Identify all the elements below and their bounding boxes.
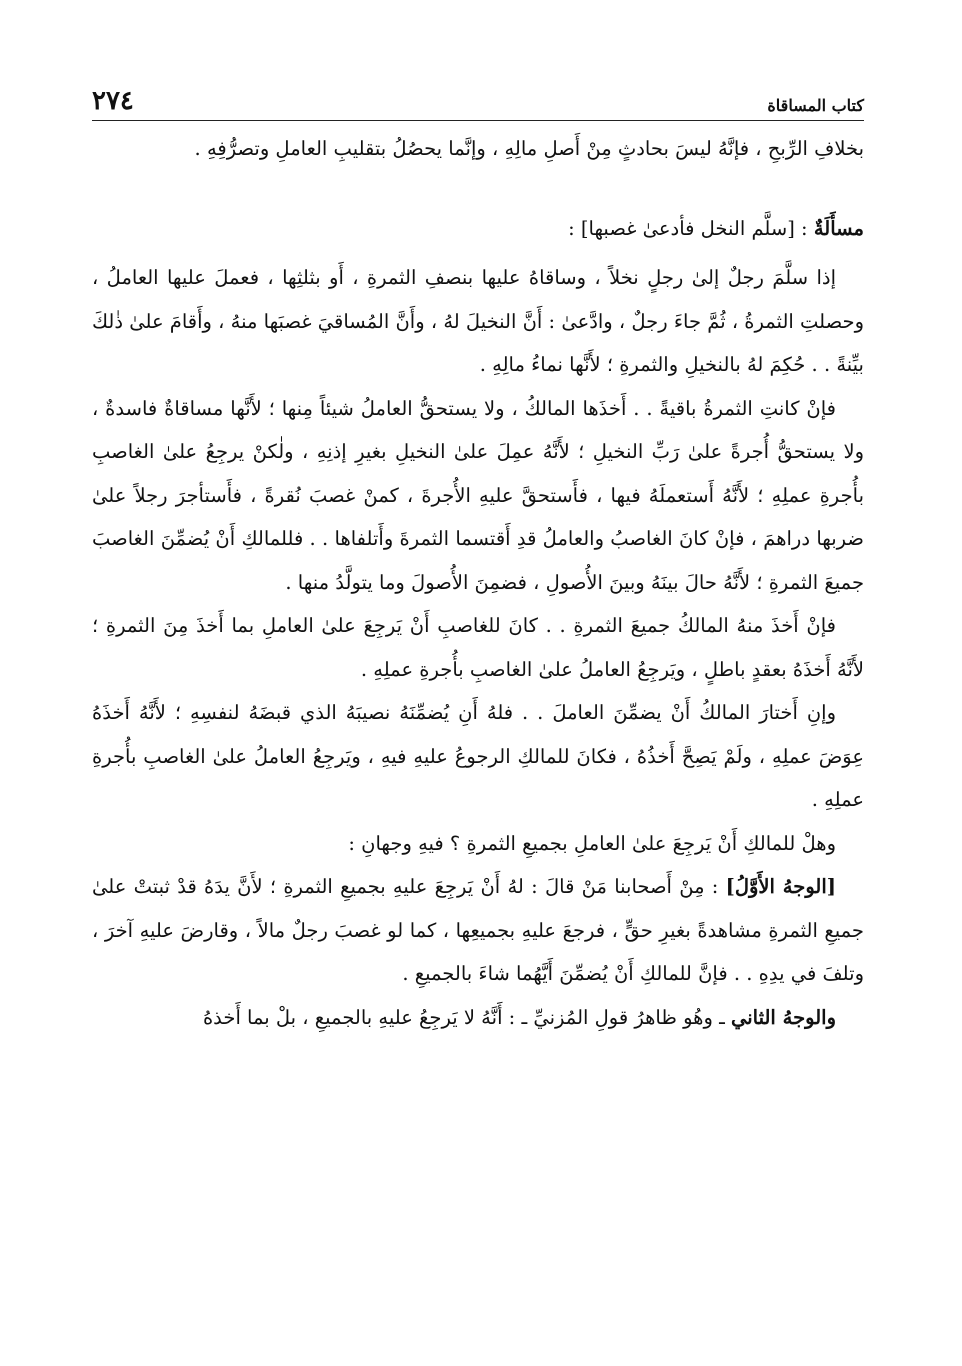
body-text bbox=[92, 127, 864, 1039]
section-heading bbox=[92, 207, 864, 251]
second-view-label: والوجهُ الثاني bbox=[730, 1005, 836, 1029]
paragraph-5: وإنِ أَختارَ المالكُ أَنْ يضمِّنَ العاملَ . . فلهُ أَنِ يُضمِّنَهُ نصيبَهُ الذي قبضَهُ لنفسِهِ ؛ لأَنَّهُ أَخذَهُ عِوَضَ عملِهِ ، ولَمْ يَصِحَّ أَخذُهُ ، فكانَ للمالكِ الرجوعُ عليهِ فيهِ ، ويَرجِعُ العاملُ علىٰ الغاصبِ بأُجرةِ عملِهِ . bbox=[92, 701, 864, 811]
paragraph-4: فإنْ أَخذَ منهُ المالكُ جميعَ الثمرةِ . . كانَ للغاصبِ أَنْ يَرجِعَ علىٰ العاملِ بما أَخذَ مِنَ الثمرةِ ؛ لأَنَّهُ أَخذَهُ بعقدٍ باطلٍ ، ويَرجِعُ العاملُ علىٰ الغاصبِ بأُجرةِ عملِهِ . bbox=[92, 614, 864, 681]
paragraph-8 bbox=[92, 996, 864, 1040]
paragraph-6: وهلْ للمالكِ أَنْ يَرجِعَ علىٰ العاملِ بجميعِ الثمرةِ ؟ فيهِ وجهانِ : bbox=[348, 831, 836, 855]
first-view-label: [الوجهُ الأَوَّلُ] bbox=[725, 875, 836, 898]
second-view-text: ـ وهُو ظاهرُ قولِ المُزنيِّ ـ : أَنَّهُ لا يَرجِعُ عليهِ بالجميعِ ، بلْ بما أَخذهُ bbox=[202, 1005, 731, 1029]
section-title: [سلَّم النخل فأدعىٰ غصبها] : bbox=[568, 216, 795, 240]
paragraph-2: إذا سلَّمَ رجلٌ إلىٰ رجلٍ نخلاً ، وساقاهُ عليها بنصفِ الثمرةِ ، أَو بثلثِها ، فعملَ عليها العاملُ ، وحصلتِ الثمرةُ ، ثُمَّ جاءَ رجلٌ ، وادَّعىٰ : أَنَّ النخيلَ لهُ ، وأَنَّ المُساقيَ غصبَها منهُ ، وأَقامَ علىٰ ذٰلكَ بيِّنةً . . حُكِمَ لهُ بالنخيلِ والثمرةِ ؛ لأَنَّها نماءُ مالِهِ . bbox=[91, 266, 864, 376]
running-title: كتاب المساقاة bbox=[767, 96, 864, 115]
book-page bbox=[92, 80, 864, 1039]
section-spacer bbox=[92, 171, 864, 207]
page-header bbox=[92, 80, 864, 121]
first-view-text: : مِنْ أَصحابنا مَنْ قالَ : لهُ أَنْ يَرجِعَ عليهِ بجميعِ الثمرةِ ؛ لأَنَّ يدَهُ قدْ ثبتتْ علىٰ جميعِ الثمرةِ مشاهدةً بغيرِ حقٍّ ، فرجعَ عليهِ بجميعِها ، كما لو غصبَ رجلٌ مالاً ، وقارضَ عليهِ آخرَ ، وتلفَ في يدِهِ . . فإنَّ للمالكِ أَنْ يُضمِّنَ أَيَّهُما شاءَ بالجميعِ . bbox=[92, 875, 864, 985]
paragraph-3: فإنْ كانتِ الثمرةُ باقيةً . . أَخذَها المالكُ ، ولا يستحقُّ العاملُ شيئاً مِنها ؛ لأَنَّها مساقاةٌ فاسدةٌ ، ولا يستحقُّ أُجرةً علىٰ رَبِّ النخيلِ ؛ لأَنَّهُ عمِلَ علىٰ النخيلِ بغيرِ إذنِهِ ، ولٰكنْ يرجِعُ علىٰ الغاصبِ بأُجرةِ عملِهِ ؛ لأَنَّهُ أَستعملَهُ فيها ، فأَستحقَّ عليهِ الأُجرةَ ، كمنْ غصبَ نُقرةً ، فأَستأجرَ رجلاً علىٰ ضربها دراهمَ ، فإنْ كانَ الغاصبُ والعاملُ قدِ أَقتسما الثمرةَ وأَتلفاها . . فللمالكِ أَنْ يُضمِّنَ الغاصبَ جميعَ الثمرةِ ؛ لأَنَّهُ حالَ بينَهُ وبينَ الأُصولِ ، فضمِنَ الأُصولَ وما يتولَّدُ منها . bbox=[92, 396, 864, 594]
section-separator: : bbox=[794, 216, 814, 240]
section-label: مسأَلَةٌ bbox=[813, 216, 864, 240]
paragraph-1: بخلافِ الرِّبحِ ، فإنَّهُ ليسَ بحادثٍ مِنْ أَصلِ مالِهِ ، وإنَّما يحصُلُ بتقليبِ العاملِ وتصرُّفِهِ . bbox=[194, 137, 864, 160]
page-number: ٢٧٤ bbox=[92, 86, 134, 116]
paragraph-7 bbox=[92, 865, 864, 996]
